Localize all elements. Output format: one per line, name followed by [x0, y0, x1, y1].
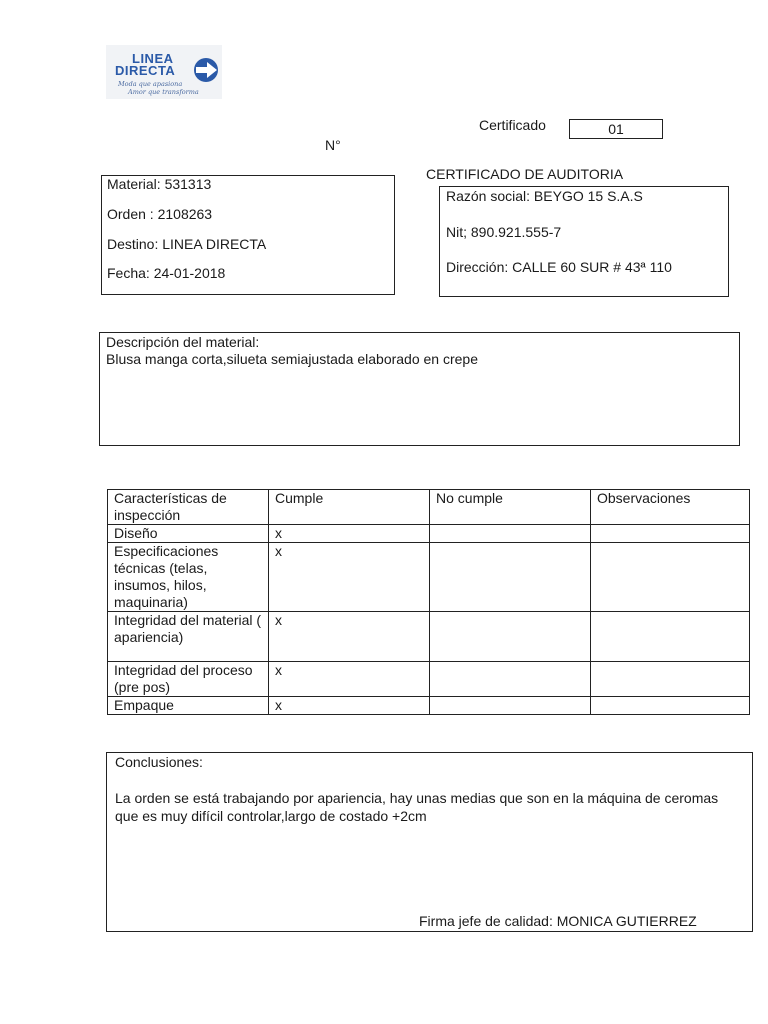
cell-characteristic: Diseño	[108, 525, 269, 543]
order-info-box	[101, 175, 395, 295]
number-label: N°	[325, 137, 341, 153]
cell-observations	[591, 662, 750, 697]
description-text: Blusa manga corta,silueta semiajustada elaborado en crepe	[106, 351, 479, 367]
cell-observations	[591, 697, 750, 715]
company-name-field: Razón social: BEYGO 15 S.A.S	[446, 188, 643, 204]
company-logo	[106, 45, 222, 99]
certificate-number: 01	[569, 119, 663, 139]
destination-field: Destino: LINEA DIRECTA	[107, 236, 267, 252]
certificate-label: Certificado	[479, 117, 546, 133]
inspection-table	[107, 489, 750, 715]
cell-not-complies	[430, 525, 591, 543]
material-field: Material: 531313	[107, 176, 212, 192]
arrow-icon	[190, 57, 222, 83]
address-field: Dirección: CALLE 60 SUR # 43ª 110	[446, 259, 672, 275]
supplier-info-box	[439, 186, 729, 297]
cell-complies: x	[269, 697, 430, 715]
logo-tagline2: Amor que transforma	[128, 88, 199, 96]
table-row	[108, 662, 750, 697]
table-row	[108, 697, 750, 715]
order-field: Orden : 2108263	[107, 206, 213, 222]
header-characteristics: Características de inspección	[108, 490, 269, 525]
cell-complies: x	[269, 612, 430, 662]
cell-characteristic: Especificaciones técnicas (telas, insumos, hilos, maquinaria)	[108, 543, 269, 612]
document-title: CERTIFICADO DE AUDITORIA	[426, 166, 624, 182]
table-row	[108, 525, 750, 543]
cell-complies: x	[269, 662, 430, 697]
logo-line1: LINEA	[132, 51, 174, 66]
header-observations: Observaciones	[591, 490, 750, 525]
table-row	[108, 543, 750, 612]
quality-signature: Firma jefe de calidad: MONICA GUTIERREZ	[419, 913, 697, 929]
conclusions-label: Conclusiones:	[115, 754, 203, 770]
cell-characteristic: Empaque	[108, 697, 269, 715]
conclusions-box	[106, 752, 753, 932]
cell-not-complies	[430, 697, 591, 715]
cell-characteristic: Integridad del proceso (pre pos)	[108, 662, 269, 697]
date-field: Fecha: 24-01-2018	[107, 265, 226, 281]
logo-line2: DIRECTA	[115, 63, 176, 78]
cell-observations	[591, 525, 750, 543]
cell-observations	[591, 543, 750, 612]
table-header-row	[108, 490, 750, 525]
cell-complies: x	[269, 525, 430, 543]
table-row	[108, 612, 750, 662]
material-description-box	[99, 332, 740, 446]
logo-tagline1: Moda que apasiona	[118, 80, 183, 88]
header-not-complies: No cumple	[430, 490, 591, 525]
cell-characteristic: Integridad del material ( apariencia)	[108, 612, 269, 662]
cell-complies: x	[269, 543, 430, 612]
cell-not-complies	[430, 612, 591, 662]
cell-not-complies	[430, 543, 591, 612]
cell-observations	[591, 612, 750, 662]
header-complies: Cumple	[269, 490, 430, 525]
conclusions-text: La orden se está trabajando por apariencia, hay unas medias que son en la máquina de ceromas que es muy difícil controlar,largo de costado +2cm	[115, 790, 719, 824]
description-label: Descripción del material:	[106, 334, 260, 350]
cell-not-complies	[430, 662, 591, 697]
tax-id-field: Nit; 890.921.555-7	[446, 224, 562, 240]
